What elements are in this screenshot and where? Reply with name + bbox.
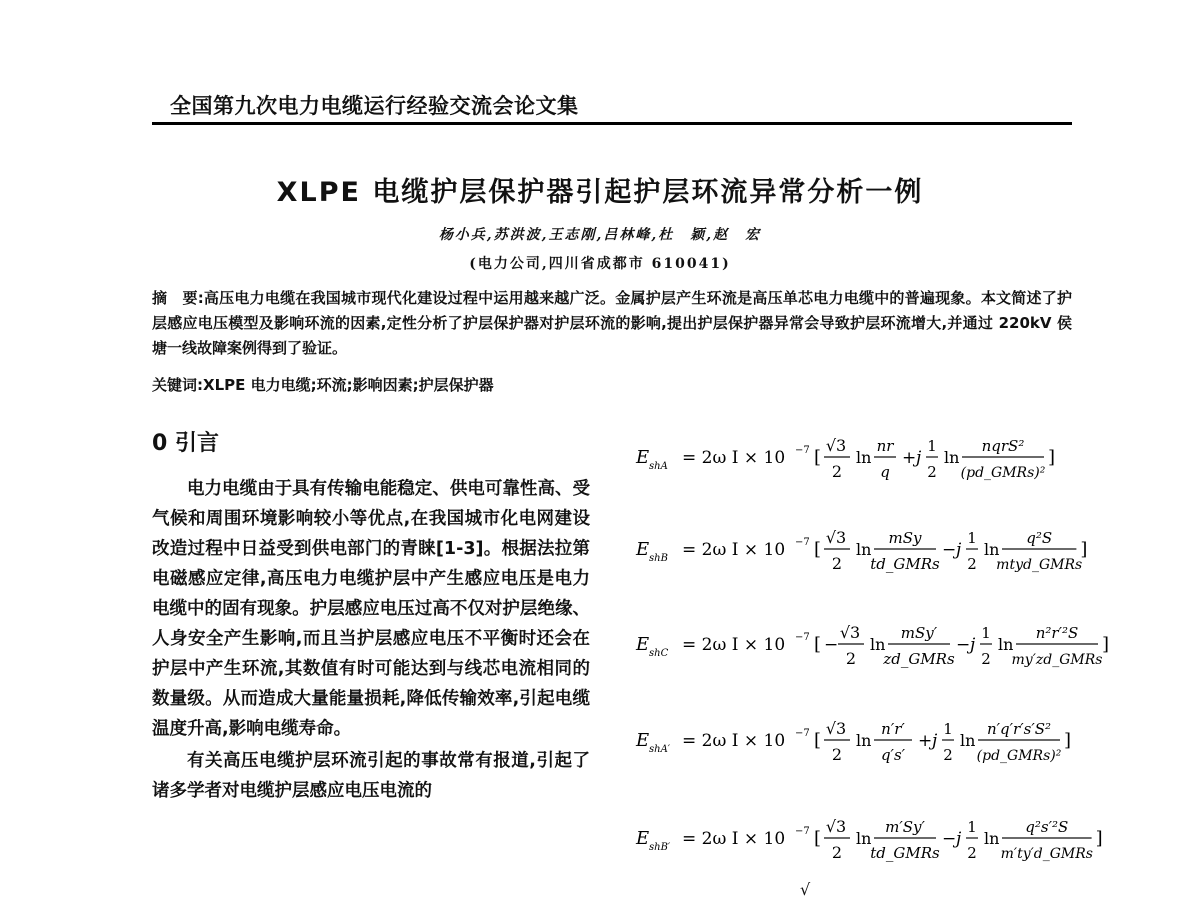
- eq-exponent: −7: [795, 826, 810, 837]
- eq-exponent: −7: [795, 728, 810, 739]
- eq-numerator-2: n′q′r′s′S²: [986, 720, 1052, 738]
- eq-coefficient: = 2ω I × 10: [682, 829, 786, 849]
- eq-coefficient: = 2ω I × 10: [682, 731, 786, 751]
- eq-numerator-2: nqrS²: [981, 437, 1025, 455]
- eq-denominator-two: 2: [927, 463, 937, 481]
- eq-numerator-1: n′r′: [881, 720, 905, 738]
- equation-esha-prime: [636, 708, 1076, 768]
- keywords-label: 关键词:: [152, 376, 203, 394]
- eq-denominator-two: 2: [831, 462, 843, 481]
- eq-coefficient: = 2ω I × 10: [682, 540, 786, 560]
- keywords: [152, 373, 1072, 398]
- abstract: [152, 286, 1072, 361]
- equation-eshb: [636, 517, 1088, 577]
- eq-denominator-2: mtyd_GMRs: [996, 557, 1083, 573]
- body-paragraph-2: 有关高压电缆护层环流引起的事故常有报道,引起了诸多学者对电缆护层感应电压电流的: [152, 751, 590, 801]
- eq-bracket-open: [: [814, 634, 822, 655]
- eq-one-numerator: 1: [967, 818, 977, 836]
- equation-truncated: √: [800, 880, 811, 899]
- eq-bracket-close: ]: [1080, 539, 1088, 560]
- eq-denominator-two: 2: [967, 844, 977, 862]
- abstract-text: 高压电力电缆在我国城市现代化建设过程中运用越来越广泛。金属护层产生环流是高压单芯电力电缆中的普遍现象。本文简述了护层感应电压模型及影响环流的因素,定性分析了护层保护器对护层环流的影响,提出护层保护器异常会导致护层环流增大,并通过 220kV 侯塘一线故障案例得到了验证。: [152, 289, 1072, 357]
- eq-sqrt3-numerator: √3: [825, 817, 847, 836]
- eq-bracket-open: [: [814, 828, 822, 849]
- eq-coefficient: = 2ω I × 10: [682, 635, 786, 655]
- eq-denominator-two: 2: [981, 650, 991, 668]
- eq-bracket-open: [: [814, 447, 822, 468]
- eq-sqrt3-numerator: √3: [839, 623, 861, 642]
- eq-denominator-1: zd_GMRs: [883, 650, 955, 668]
- eq-exponent: −7: [795, 632, 810, 643]
- keywords-text: XLPE 电力电缆;环流;影响因素;护层保护器: [203, 376, 494, 394]
- eq-denominator-two: 2: [967, 555, 977, 573]
- eq-sqrt3-numerator: √3: [825, 719, 847, 738]
- eq-sqrt3-numerator: √3: [825, 436, 847, 455]
- eq-ln: ln: [870, 635, 886, 654]
- eq-leading-minus: −: [824, 635, 839, 655]
- equation-eshc: [636, 612, 1110, 672]
- section-title: 引言: [174, 431, 219, 456]
- eq-numerator-2: n²r′²S: [1035, 624, 1079, 642]
- section-number: 0: [152, 431, 168, 456]
- eq-imaginary-j: j: [916, 448, 922, 468]
- eq-ln: ln: [960, 731, 976, 750]
- author-list: 杨小兵,苏洪波,王志刚,吕林峰,杜 颖,赵 宏: [438, 227, 762, 243]
- eq-ln: ln: [856, 731, 872, 750]
- eq-denominator-1: td_GMRs: [870, 555, 940, 573]
- eq-subscript: shA: [649, 461, 668, 472]
- eq-denominator-1: td_GMRs: [870, 844, 940, 862]
- section-heading: [152, 426, 219, 457]
- eq-numerator-1: mSy: [888, 529, 922, 547]
- eq-operator: +: [918, 731, 933, 751]
- eq-exponent: −7: [795, 537, 810, 548]
- eq-bracket-close: ]: [1048, 447, 1056, 468]
- eq-denominator-two: 2: [831, 554, 843, 573]
- eq-ln: ln: [856, 540, 872, 559]
- eq-numerator-1: mSy′: [900, 624, 938, 642]
- eq-sqrt3-numerator: √3: [825, 528, 847, 547]
- eq-symbol-e: E: [636, 447, 650, 468]
- eq-ln: ln: [944, 448, 960, 467]
- eq-exponent: −7: [795, 445, 810, 456]
- eq-one-numerator: 1: [967, 529, 977, 547]
- eq-subscript: shA′: [649, 744, 671, 755]
- paper-title: XLPE 电缆护层保护器引起护层环流异常分析一例: [276, 177, 924, 208]
- eq-operator: −: [956, 635, 971, 655]
- eq-operator: −: [942, 540, 957, 560]
- eq-numerator-1: nr: [876, 437, 894, 455]
- abstract-label: 摘 要:: [152, 289, 204, 307]
- eq-numerator-1: m′Sy′: [885, 818, 925, 836]
- eq-ln: ln: [998, 635, 1014, 654]
- eq-denominator-2: (pd_GMRs)²: [960, 465, 1046, 481]
- eq-bracket-close: ]: [1102, 634, 1110, 655]
- eq-denominator-1: q′s′: [880, 746, 906, 764]
- eq-bracket-open: [: [814, 730, 822, 751]
- affiliation: (电力公司,四川省成都市 610041): [469, 256, 731, 272]
- eq-symbol-e: E: [636, 539, 650, 560]
- eq-numerator-2: q²S: [1026, 529, 1053, 547]
- eq-denominator-2: m′ty′d_GMRs: [1000, 846, 1093, 862]
- eq-symbol-e: E: [636, 730, 650, 751]
- eq-imaginary-j: j: [932, 731, 938, 751]
- eq-denominator-two: 2: [845, 649, 857, 668]
- equation-esha: [636, 425, 1076, 485]
- eq-bracket-open: [: [814, 539, 822, 560]
- eq-denominator-two: 2: [831, 843, 843, 862]
- body-column-left: [152, 474, 590, 806]
- header-rule: [152, 122, 1072, 125]
- eq-operator: −: [942, 829, 957, 849]
- eq-ln: ln: [984, 829, 1000, 848]
- eq-bracket-close: ]: [1064, 730, 1072, 751]
- eq-imaginary-j: j: [970, 635, 976, 655]
- eq-ln: ln: [856, 448, 872, 467]
- eq-denominator-2: (pd_GMRs)²: [976, 748, 1062, 764]
- eq-bracket-close: ]: [1095, 828, 1103, 849]
- eq-symbol-e: E: [636, 634, 650, 655]
- eq-symbol-e: E: [636, 828, 650, 849]
- eq-subscript: shB: [649, 553, 668, 564]
- eq-denominator-two: 2: [831, 745, 843, 764]
- eq-ln: ln: [984, 540, 1000, 559]
- eq-denominator-1: q: [880, 463, 890, 481]
- eq-operator: +: [902, 448, 917, 468]
- eq-one-numerator: 1: [943, 720, 953, 738]
- eq-denominator-2: my′zd_GMRs: [1011, 652, 1103, 668]
- eq-denominator-two: 2: [943, 746, 953, 764]
- eq-subscript: shB′: [649, 842, 671, 853]
- eq-one-numerator: 1: [981, 624, 991, 642]
- eq-imaginary-j: j: [956, 829, 962, 849]
- eq-coefficient: = 2ω I × 10: [682, 448, 786, 468]
- equation-eshb-prime: [636, 806, 1103, 866]
- body-paragraph-1: 电力电缆由于具有传输电能稳定、供电可靠性高、受气候和周围环境影响较小等优点,在我国城市化电网建设改造过程中日益受到供电部门的青睐[1-3]。根据法拉第电磁感应定律,高压电力电缆护层中产生感应电压是电力电缆中的固有现象。护层感应电压过高不仅对护层绝缘、人身安全产生影响,而且当护层感应电压不平衡时还会在护层中产生环流,其数值有时可能达到与线芯电流相同的数量级。从而造成大量能量损耗,降低传输效率,引起电缆温度升高,影响电缆寿命。: [152, 479, 590, 739]
- eq-one-numerator: 1: [927, 437, 937, 455]
- eq-subscript: shC: [649, 648, 669, 659]
- eq-imaginary-j: j: [956, 540, 962, 560]
- eq-ln: ln: [856, 829, 872, 848]
- eq-numerator-2: q²s′²S: [1025, 818, 1069, 836]
- running-header: 全国第九次电力电缆运行经验交流会论文集: [170, 94, 579, 118]
